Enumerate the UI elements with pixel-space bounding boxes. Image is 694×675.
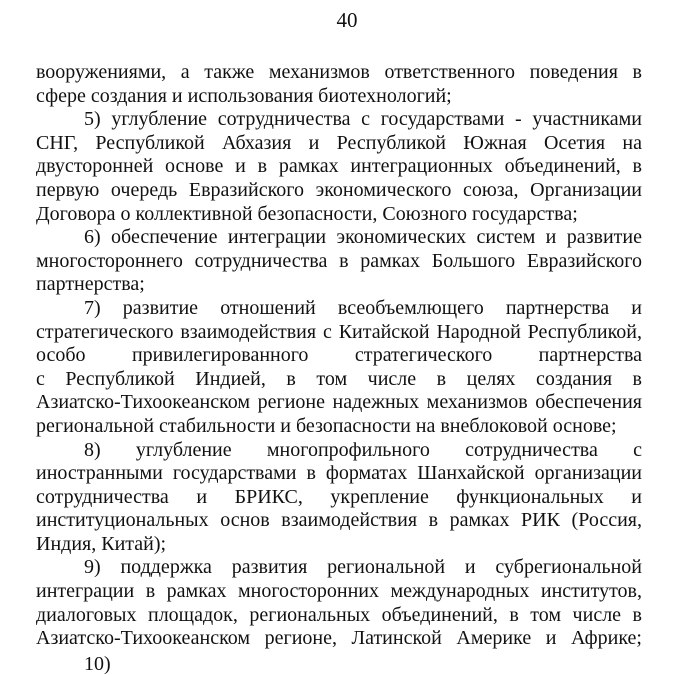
text-line: 7) развитие отношений всеобъемлющего партнерства и xyxy=(84,296,642,319)
text-line: многостороннего сотрудничества в рамках Большого Евразийского xyxy=(36,249,642,272)
text-line: иностранными государствами в форматах Шанхайской организации xyxy=(36,462,642,485)
text-line: партнерства; xyxy=(36,273,145,296)
cut-off-next-line xyxy=(84,653,114,675)
text-line: диалоговых площадок, региональных объединений, в том числе в xyxy=(36,603,642,626)
text-line: вооружениями, а также механизмов ответственного поведения в xyxy=(36,61,642,83)
page-number: 40 xyxy=(336,8,358,32)
text-line: институциональных основ взаимодействия в рамках РИК (Россия, xyxy=(36,509,642,532)
text-line: первую очередь Евразийского экономического союза, Организации xyxy=(36,178,642,201)
document-body xyxy=(36,61,642,651)
text-line: интеграции в рамках многосторонних международных институтов, xyxy=(36,580,642,603)
text-line: Договора о коллективной безопасности, Союзного государства; xyxy=(36,202,578,225)
text-line: 8) углубление многопрофильного сотрудничества с xyxy=(84,438,642,461)
text-line: 9) поддержка развития региональной и субрегиональной xyxy=(84,556,642,579)
text-line: Индия, Китай); xyxy=(36,532,167,555)
text-line: сфере создания и использования биотехнологий; xyxy=(36,84,452,107)
text-line: 5) углубление сотрудничества с государствами - участниками xyxy=(84,108,642,131)
text-line: особо привилегированного стратегического партнерства xyxy=(36,344,642,367)
text-line: двусторонней основе и в рамках интеграционных объединений, в xyxy=(36,155,642,178)
text-line: Азиатско-Тихоокеанском регионе надежных механизмов обеспечения xyxy=(36,391,642,414)
text-line: стратегического взаимодействия с Китайской Народной Республикой, xyxy=(36,320,642,343)
text-line: 6) обеспечение интеграции экономических систем и развитие xyxy=(84,226,642,249)
cut-off-text: 10) xyxy=(84,653,111,675)
text-line: сотрудничества и БРИКС, укрепление функциональных и xyxy=(36,485,642,508)
text-line: с Республикой Индией, в том числе в целях создания в xyxy=(36,367,642,390)
text-line: Азиатско-Тихоокеанском регионе, Латинской Америке и Африке; xyxy=(36,627,642,650)
text-line: региональной стабильности и безопасности на внеблоковой основе; xyxy=(36,414,617,437)
text-line: СНГ, Республикой Абхазия и Республикой Южная Осетия на xyxy=(36,131,642,154)
